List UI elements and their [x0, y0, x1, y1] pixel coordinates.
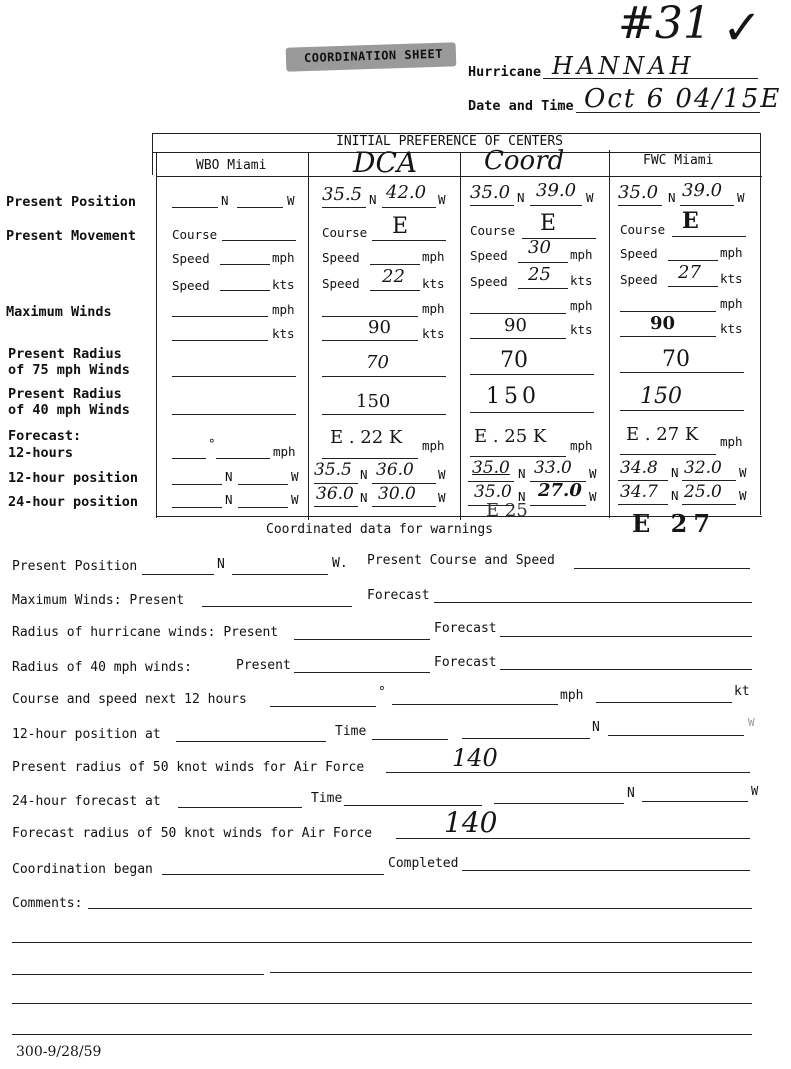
col-fwc-miami: FWC Miami	[643, 153, 714, 168]
dca-max-kts: 90	[368, 317, 391, 338]
form-title-banner	[286, 42, 457, 71]
w-label: W	[291, 492, 299, 507]
blank-line	[470, 338, 566, 339]
n-label: N	[369, 192, 377, 207]
row-present-position: Present Position	[6, 194, 137, 210]
coord-max-kts: 90	[504, 315, 527, 336]
cd-course-next-kt-field	[596, 702, 732, 703]
coord-r40: 150	[486, 384, 540, 409]
coord-pos-w: 39.0	[536, 180, 577, 201]
blank-line	[322, 340, 418, 341]
blank-line	[470, 313, 566, 314]
cd-course-next-mph-field	[392, 704, 558, 705]
blank-line	[172, 376, 296, 377]
dca-forecast: E . 22 K	[330, 427, 403, 448]
dca-12h-w: 36.0	[376, 460, 414, 480]
cd-max-winds-field	[202, 606, 352, 607]
form-number: 300-9/28/59	[16, 1044, 102, 1060]
w-label: W	[291, 469, 299, 484]
blank-line	[172, 340, 268, 341]
dca-speed-kts: 22	[382, 266, 405, 287]
n-label: N	[671, 488, 679, 503]
dca-24h-n: 36.0	[316, 484, 354, 504]
dca-course: E	[392, 214, 409, 239]
cd-degree-label: °	[378, 685, 386, 700]
cd-radius-hurricane-label: Radius of hurricane winds: Present	[12, 625, 279, 640]
n-label: N	[225, 492, 233, 507]
kts-label: kts	[422, 276, 445, 291]
mph-label: mph	[570, 247, 593, 262]
coord-forecast: E . 25 K	[474, 426, 547, 447]
fwc-12h-n: 34.8	[620, 458, 658, 478]
cd-present-position-label: Present Position	[12, 559, 138, 574]
kts-label: kts	[570, 273, 593, 288]
blank-line	[618, 504, 668, 505]
fwc-pos-n: 35.0	[618, 182, 659, 203]
fwc-pos-w: 39.0	[682, 180, 723, 201]
blank-line	[682, 480, 736, 481]
speed-label: Speed	[172, 251, 210, 266]
blank-line	[470, 374, 594, 375]
coordinated-title: Coordinated data for warnings	[266, 522, 493, 537]
kts-label: kts	[272, 277, 295, 292]
w-label: W	[438, 490, 446, 505]
col-wbo-miami: WBO Miami	[196, 158, 267, 173]
w-label: W	[589, 489, 597, 504]
w-label: W	[438, 192, 446, 207]
n-label: N	[221, 193, 229, 208]
blank-line	[672, 236, 746, 237]
stamp-number: #31	[618, 0, 711, 49]
blank-line	[322, 376, 446, 377]
cd-radius-40-label: Radius of 40 mph winds:	[12, 660, 193, 675]
w-label: W	[589, 466, 597, 481]
blank-line	[618, 480, 668, 481]
cd-comments-line-2	[12, 942, 752, 943]
course-label: Course	[470, 223, 516, 238]
datetime-value: Oct 6 04/15E	[584, 84, 782, 114]
cd-present-position-w	[232, 574, 328, 575]
cd-forecast24-w-field	[642, 801, 748, 802]
fwc-forecast: E . 27 K	[626, 424, 699, 445]
cd-w-label: W	[751, 784, 759, 798]
table-divider-1	[308, 152, 309, 520]
blank-line	[518, 262, 568, 263]
blank-line	[370, 290, 420, 291]
blank-line	[620, 372, 744, 373]
table-right-border	[760, 133, 761, 515]
mph-label: mph	[273, 444, 296, 459]
n-label: N	[360, 467, 368, 482]
cd-radius50-present-field	[386, 772, 750, 773]
blank-line	[470, 412, 594, 413]
blank-line	[216, 458, 270, 459]
blank-line	[322, 414, 446, 415]
cd-pos12-label: 12-hour position at	[12, 727, 161, 742]
blank-line	[172, 458, 206, 459]
cd-radius-hurricane-field	[294, 639, 430, 640]
blank-line	[220, 290, 270, 291]
blank-line	[172, 414, 296, 415]
speed-label: Speed	[470, 274, 508, 289]
row-forecast-a: Forecast:	[8, 428, 82, 444]
cd-course-speed-label: Present Course and Speed	[367, 553, 555, 568]
blank-line	[470, 456, 566, 457]
cd-comments-line-4	[12, 1003, 752, 1004]
blank-line	[530, 205, 582, 206]
cd-course-next-label: Course and speed next 12 hours	[12, 692, 247, 707]
blank-line	[668, 260, 718, 261]
mph-label: mph	[422, 301, 445, 316]
datetime-underline	[576, 112, 760, 113]
speed-label: Speed	[620, 272, 658, 287]
mph-label: mph	[720, 296, 743, 311]
blank-line	[314, 506, 358, 507]
row-r75-b: of 75 mph Winds	[8, 362, 130, 378]
cd-pos12-n-field	[462, 738, 590, 739]
blank-line	[370, 264, 420, 265]
blank-line	[238, 507, 288, 508]
kts-label: kts	[272, 326, 295, 341]
cd-w-label: W	[748, 716, 755, 729]
mph-label: mph	[570, 298, 593, 313]
form-title: COORDINATION SHEET	[303, 46, 444, 66]
w-label: W	[287, 193, 295, 208]
cd-kt-label: kt	[734, 684, 750, 699]
cd-course-next-deg-field	[270, 706, 376, 707]
dca-r75: 70	[366, 352, 389, 373]
n-label: N	[518, 466, 526, 481]
course-label: Course	[620, 222, 666, 237]
table-divider-2	[460, 152, 461, 520]
coord-speed-kts: 25	[528, 264, 551, 285]
table-title: INITIAL PREFERENCE OF CENTERS	[336, 134, 563, 149]
dca-12h-n: 35.5	[314, 460, 352, 480]
kts-label: kts	[570, 322, 593, 337]
blank-line	[620, 410, 744, 411]
hurricane-underline	[543, 78, 758, 79]
cd-radius-40-present-label: Present	[236, 658, 291, 673]
speed-label: Speed	[322, 276, 360, 291]
degree-label: °	[208, 436, 216, 451]
cd-completed-label: Completed	[388, 856, 459, 871]
blank-line	[237, 207, 283, 208]
datetime-label: Date and Time	[468, 98, 574, 114]
mph-label: mph	[720, 434, 743, 449]
blank-line	[620, 336, 716, 337]
blank-line	[470, 205, 514, 206]
coord-course: E	[540, 211, 557, 236]
table-left-border	[156, 152, 157, 518]
col-coord: Coord	[484, 146, 565, 176]
row-r40-a: Present Radius	[8, 386, 122, 402]
row-r40-b: of 40 mph Winds	[8, 402, 130, 418]
cd-completed-field	[462, 870, 750, 871]
w-label: W	[737, 190, 745, 205]
cd-comments-line-3b	[270, 972, 752, 973]
w-label: W	[739, 465, 747, 480]
table-left-border-top	[152, 133, 153, 175]
cd-pos12-at-field	[176, 741, 326, 742]
speed-label: Speed	[172, 278, 210, 293]
course-label: Course	[322, 225, 368, 240]
cd-forecast24-at-field	[178, 807, 302, 808]
cd-time-label: Time	[311, 791, 343, 806]
course-label: Course	[172, 227, 218, 242]
mph-label: mph	[422, 249, 445, 264]
dca-r40: 150	[356, 391, 391, 412]
cd-n-label: N	[217, 557, 225, 572]
row-r75-a: Present Radius	[8, 346, 122, 362]
cd-max-winds-forecast-label: Forecast	[367, 588, 430, 603]
blank-line	[172, 207, 218, 208]
hurricane-name: HANNAH	[552, 52, 695, 80]
n-label: N	[671, 465, 679, 480]
kts-label: kts	[720, 271, 743, 286]
cd-course-speed-field	[574, 568, 750, 569]
fwc-24h-w: 25.0	[684, 482, 722, 502]
coord-24h-n: 35.0	[474, 482, 512, 502]
fwc-24h-n: 34.7	[620, 482, 658, 502]
coord-r75: 70	[500, 348, 528, 373]
row-forecast-b: 12-hours	[8, 445, 74, 461]
row-24-hour-position: 24-hour position	[8, 494, 139, 510]
table-divider-3	[609, 150, 610, 518]
n-label: N	[225, 469, 233, 484]
n-label: N	[518, 489, 526, 504]
n-label: N	[360, 490, 368, 505]
speed-label: Speed	[470, 248, 508, 263]
mph-label: mph	[720, 245, 743, 260]
mph-label: mph	[272, 302, 295, 317]
cd-radius50-present-label: Present radius of 50 knot winds for Air Force	[12, 760, 365, 775]
blank-line	[322, 458, 418, 459]
coord-pos-n: 35.0	[470, 182, 511, 203]
fwc-r75: 70	[662, 347, 690, 372]
blank-line	[220, 264, 270, 265]
fwc-r40: 150	[640, 384, 682, 409]
cd-radius-40-field	[294, 672, 430, 673]
fwc-course: E	[682, 208, 699, 234]
blank-line	[518, 288, 568, 289]
cd-coord-began-field	[162, 874, 384, 875]
blank-line	[372, 240, 446, 241]
row-maximum-winds: Maximum Winds	[6, 304, 112, 320]
col-dca: DCA	[353, 146, 418, 179]
table-colhead-border	[156, 176, 762, 177]
cd-mph-label: mph	[560, 688, 584, 703]
coord-below-note: E 25	[486, 500, 528, 521]
cd-n-label: N	[627, 786, 635, 801]
blank-line	[620, 454, 716, 455]
w-label: W	[438, 467, 446, 482]
blank-line	[530, 505, 586, 506]
blank-line	[680, 205, 734, 206]
mph-label: mph	[422, 438, 445, 453]
blank-line	[682, 504, 736, 505]
cd-comments-line-3	[12, 974, 264, 975]
hurricane-label: Hurricane	[468, 64, 542, 80]
cd-radius50-forecast-label: Forecast radius of 50 knot winds for Air Force	[12, 826, 373, 841]
check-mark: ✓	[722, 0, 763, 56]
cd-radius50-present-value: 140	[452, 744, 498, 772]
blank-line	[222, 240, 296, 241]
fwc-below-note: E 27	[632, 509, 717, 538]
kts-label: kts	[422, 326, 445, 341]
blank-line	[382, 207, 436, 208]
cd-comments-line-5	[12, 1034, 752, 1035]
coord-12h-w: 33.0	[534, 458, 572, 478]
n-label: N	[517, 190, 525, 205]
cd-w-label: W.	[332, 556, 348, 571]
blank-line	[238, 484, 288, 485]
row-present-movement: Present Movement	[6, 228, 137, 244]
blank-line	[322, 207, 366, 208]
mph-label: mph	[570, 438, 593, 453]
cd-radius-hurricane-forecast-field	[500, 636, 752, 637]
cd-forecast24-label: 24-hour forecast at	[12, 794, 161, 809]
cd-present-position-n	[142, 574, 214, 575]
dca-pos-n: 35.5	[322, 184, 363, 205]
blank-line	[172, 484, 222, 485]
blank-line	[172, 316, 268, 317]
blank-line	[668, 286, 718, 287]
kts-label: kts	[720, 321, 743, 336]
cd-coord-began-label: Coordination began	[12, 862, 153, 877]
cd-time-label: Time	[335, 724, 367, 739]
n-label: N	[668, 190, 676, 205]
fwc-12h-w: 32.0	[684, 458, 722, 478]
cd-pos12-w-field	[608, 735, 744, 736]
fwc-speed-kts: 27	[678, 262, 701, 283]
mph-label: mph	[272, 250, 295, 265]
cd-radius-40-forecast-field	[500, 669, 752, 670]
fwc-max-kts: 90	[650, 313, 676, 334]
blank-line	[620, 311, 716, 312]
dca-pos-w: 42.0	[386, 182, 427, 203]
cd-radius-hurricane-forecast-label: Forecast	[434, 621, 497, 636]
w-label: W	[586, 190, 594, 205]
coord-24h-w: 27.0	[538, 480, 582, 501]
blank-line	[618, 205, 662, 206]
cd-max-winds-forecast-field	[434, 602, 752, 603]
coord-speed-mph: 30	[528, 237, 551, 258]
blank-line	[172, 507, 222, 508]
cd-comments-line-1	[88, 908, 752, 909]
dca-24h-w: 30.0	[378, 484, 416, 504]
cd-forecast24-n-field	[494, 803, 624, 804]
speed-label: Speed	[620, 246, 658, 261]
blank-line	[372, 506, 436, 507]
coord-12h-n: 35.0	[472, 458, 510, 478]
speed-label: Speed	[322, 250, 360, 265]
cd-n-label: N	[592, 720, 600, 735]
row-12-hour-position: 12-hour position	[8, 470, 139, 486]
cd-pos12-time-field	[372, 739, 448, 740]
cd-comments-label: Comments:	[12, 896, 83, 911]
cd-max-winds-label: Maximum Winds: Present	[12, 593, 185, 608]
w-label: W	[739, 488, 747, 503]
cd-radius50-forecast-value: 140	[444, 806, 498, 839]
cd-radius-40-forecast-label: Forecast	[434, 655, 497, 670]
